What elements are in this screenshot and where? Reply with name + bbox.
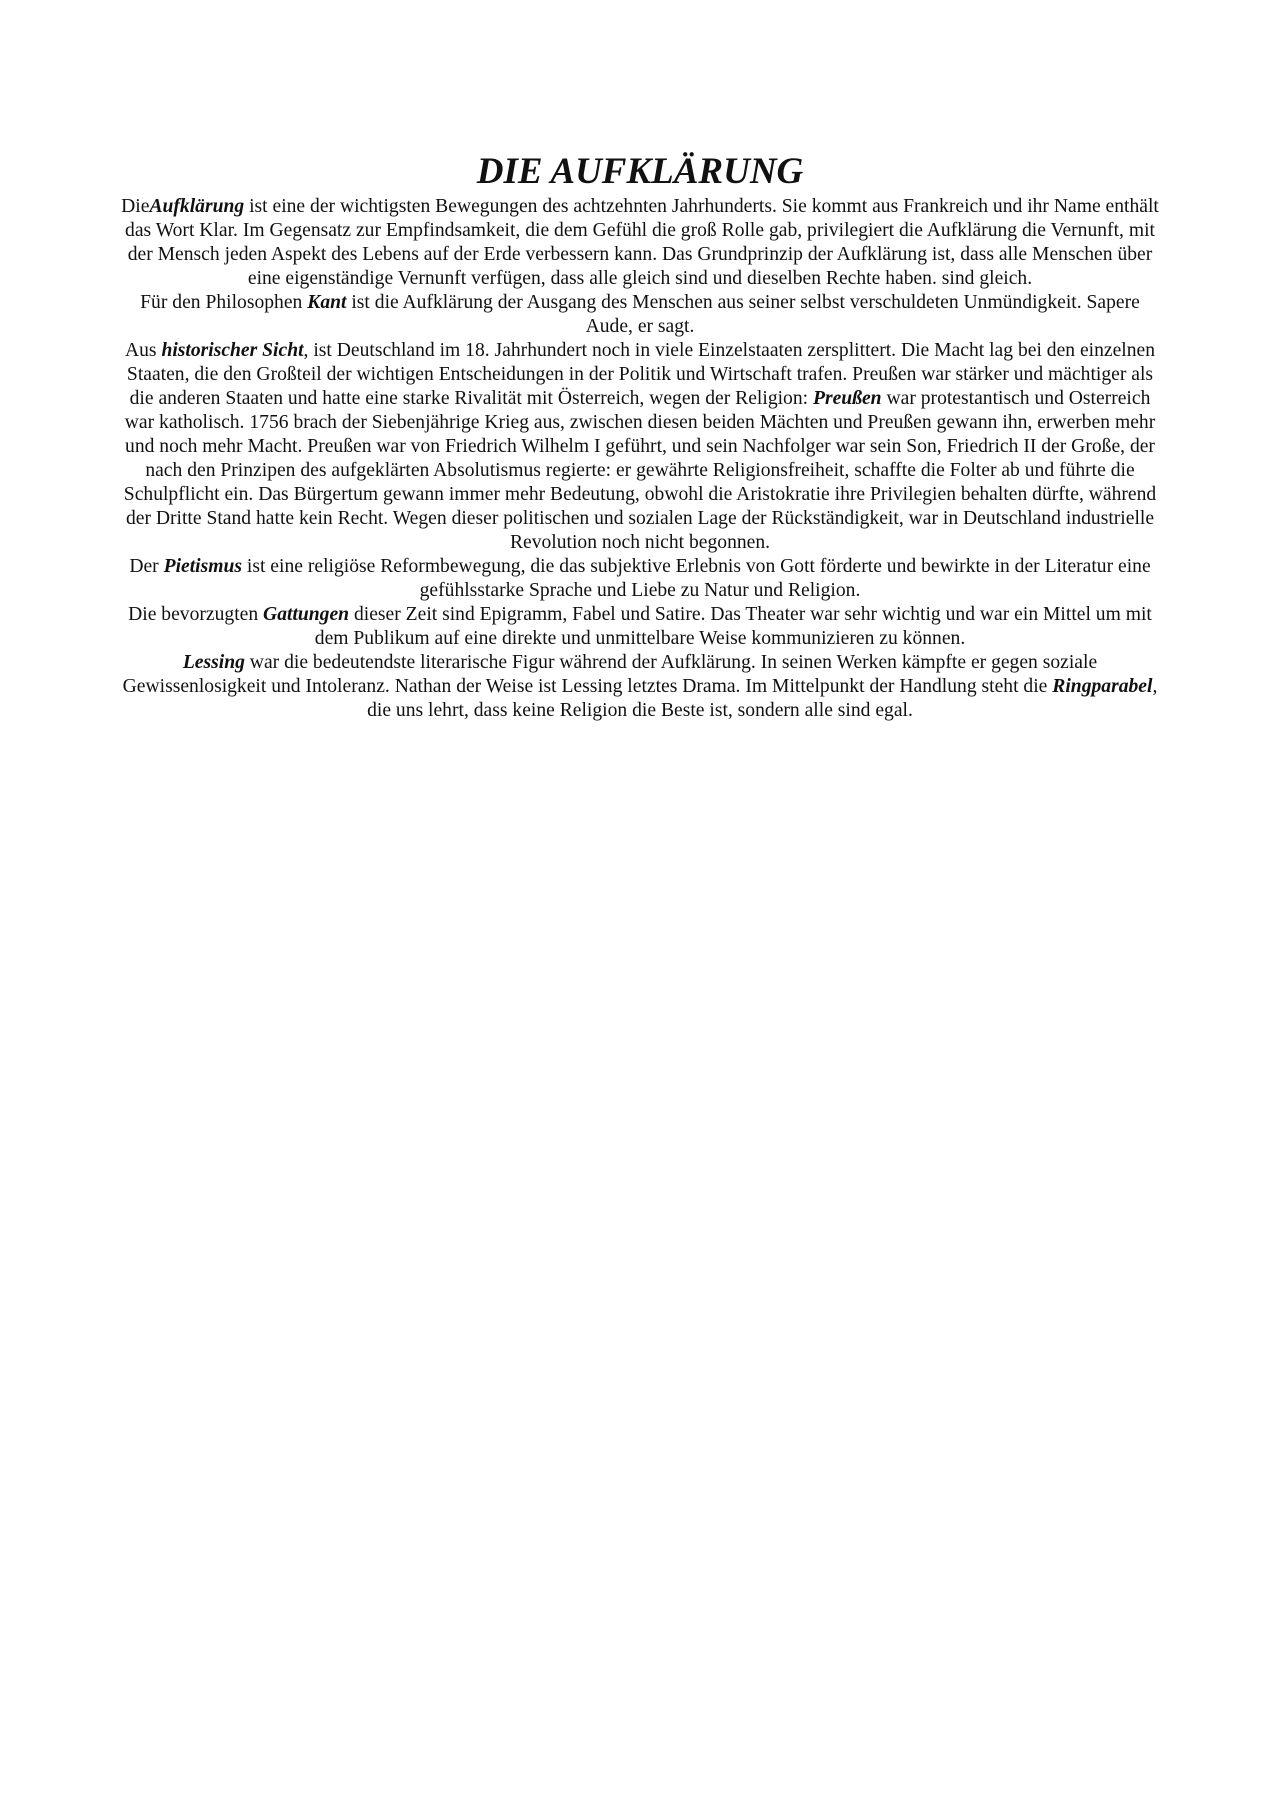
key-term-aufklaerung: Aufklärung <box>149 196 245 217</box>
key-term-ringparabel: Ringparabel <box>1052 676 1153 697</box>
paragraph-text: Für den Philosophen <box>140 292 308 313</box>
paragraph-text: Die bevorzugten <box>128 604 264 625</box>
key-term-gattungen: Gattungen <box>263 604 350 625</box>
paragraph-lessing <box>118 651 1162 723</box>
paragraph-text: war die bedeutendste literarische Figur während der Aufklärung. In seinen Werken kämpfte er gegen soziale Gewissenlosigkeit und Intoleranz. Nathan der Weise ist Lessing letztes Drama. Im Mittelpunkt der Handlung steht die <box>122 652 1098 697</box>
paragraph-text: , ist Deutschland im 18. Jahrhundert noch in viele Einzelstaaten zersplittert. Die Macht lag bei den einzelnen Staaten, die den Großteil der wichtigen Entscheidungen in der Politik und Wirtschaft trafen. Preußen war stärker und mächtiger als die anderen Staaten und hatte eine starke Rivalität mit Österreich, wegen der Religion: <box>126 340 1156 409</box>
paragraph-text: dieser Zeit sind Epigramm, Fabel und Satire. Das Theater war sehr wichtig und war ein Mittel um mit dem Publikum auf eine direkte und unmittelbare Weise kommunizieren zu können. <box>314 604 1152 649</box>
paragraph-history <box>118 339 1162 555</box>
key-term-lessing: Lessing <box>182 652 245 673</box>
paragraph-text: Der <box>129 556 164 577</box>
paragraph-text: ist die Aufklärung der Ausgang des Menschen aus seiner selbst verschuldeten Unmündigkeit. Sapere Aude, er sagt. <box>346 292 1140 337</box>
key-term-preussen: Preußen <box>813 388 882 409</box>
paragraph-gattungen <box>118 603 1162 651</box>
paragraph-text: , die uns lehrt, dass keine Religion die Beste ist, sondern alle sind egal. <box>367 676 1158 721</box>
document-page <box>118 150 1162 723</box>
key-term-pietismus: Pietismus <box>163 556 242 577</box>
paragraph-text: Aus <box>124 340 162 361</box>
key-term-historischer-sicht: historischer Sicht <box>161 340 304 361</box>
paragraph-text: ist eine der wichtigsten Bewegungen des achtzehnten Jahrhunderts. Sie kommt aus Frankreich und ihr Name enthält das Wort Klar. Im Gegensatz zur Empfindsamkeit, die dem Gefühl die groß Rolle gab, privilegiert die Aufklärung die Vernunft, mit der Mensch jeden Aspekt des Lebens auf der Erde verbessern kann. Das Grundprinzip der Aufklärung ist, dass alle Menschen über eine eigenständige Vernunft verfügen, dass alle gleich sind und dieselben Rechte haben. sind gleich. <box>125 196 1159 289</box>
paragraph-pietismus <box>118 555 1162 603</box>
document-title: DIE AUFKLÄRUNG <box>476 151 804 192</box>
paragraph-aufklaerung <box>118 195 1162 291</box>
paragraph-text: ist eine religiöse Reformbewegung, die das subjektive Erlebnis von Gott förderte und bewirkte in der Literatur eine gefühlsstarke Sprache und Liebe zu Natur und Religion. <box>242 556 1151 601</box>
key-term-kant: Kant <box>307 292 347 313</box>
paragraph-kant <box>118 291 1162 339</box>
paragraph-text: Die <box>121 196 150 217</box>
paragraph-text: war protestantisch und Osterreich war katholisch. 1756 brach der Siebenjährige Krieg aus, zwischen diesen beiden Mächten und Preußen gewann ihn, erwerben mehr und noch mehr Macht. Preußen war von Friedrich Wilhelm I geführt, und sein Nachfolger war sein Son, Friedrich II der Große, der nach den Prinzipen des aufgeklärten Absolutismus regierte: er gewährte Religionsfreiheit, schaffte die Folter ab und führte die Schulpflicht ein. Das Bürgertum gewann immer mehr Bedeutung, obwohl die Aristokratie ihre Privilegien behalten dürfte, während der Dritte Stand hatte kein Recht. Wegen dieser politischen und sozialen Lage der Rückständigkeit, war in Deutschland industrielle Revolution noch nicht begonnen. <box>123 388 1157 553</box>
